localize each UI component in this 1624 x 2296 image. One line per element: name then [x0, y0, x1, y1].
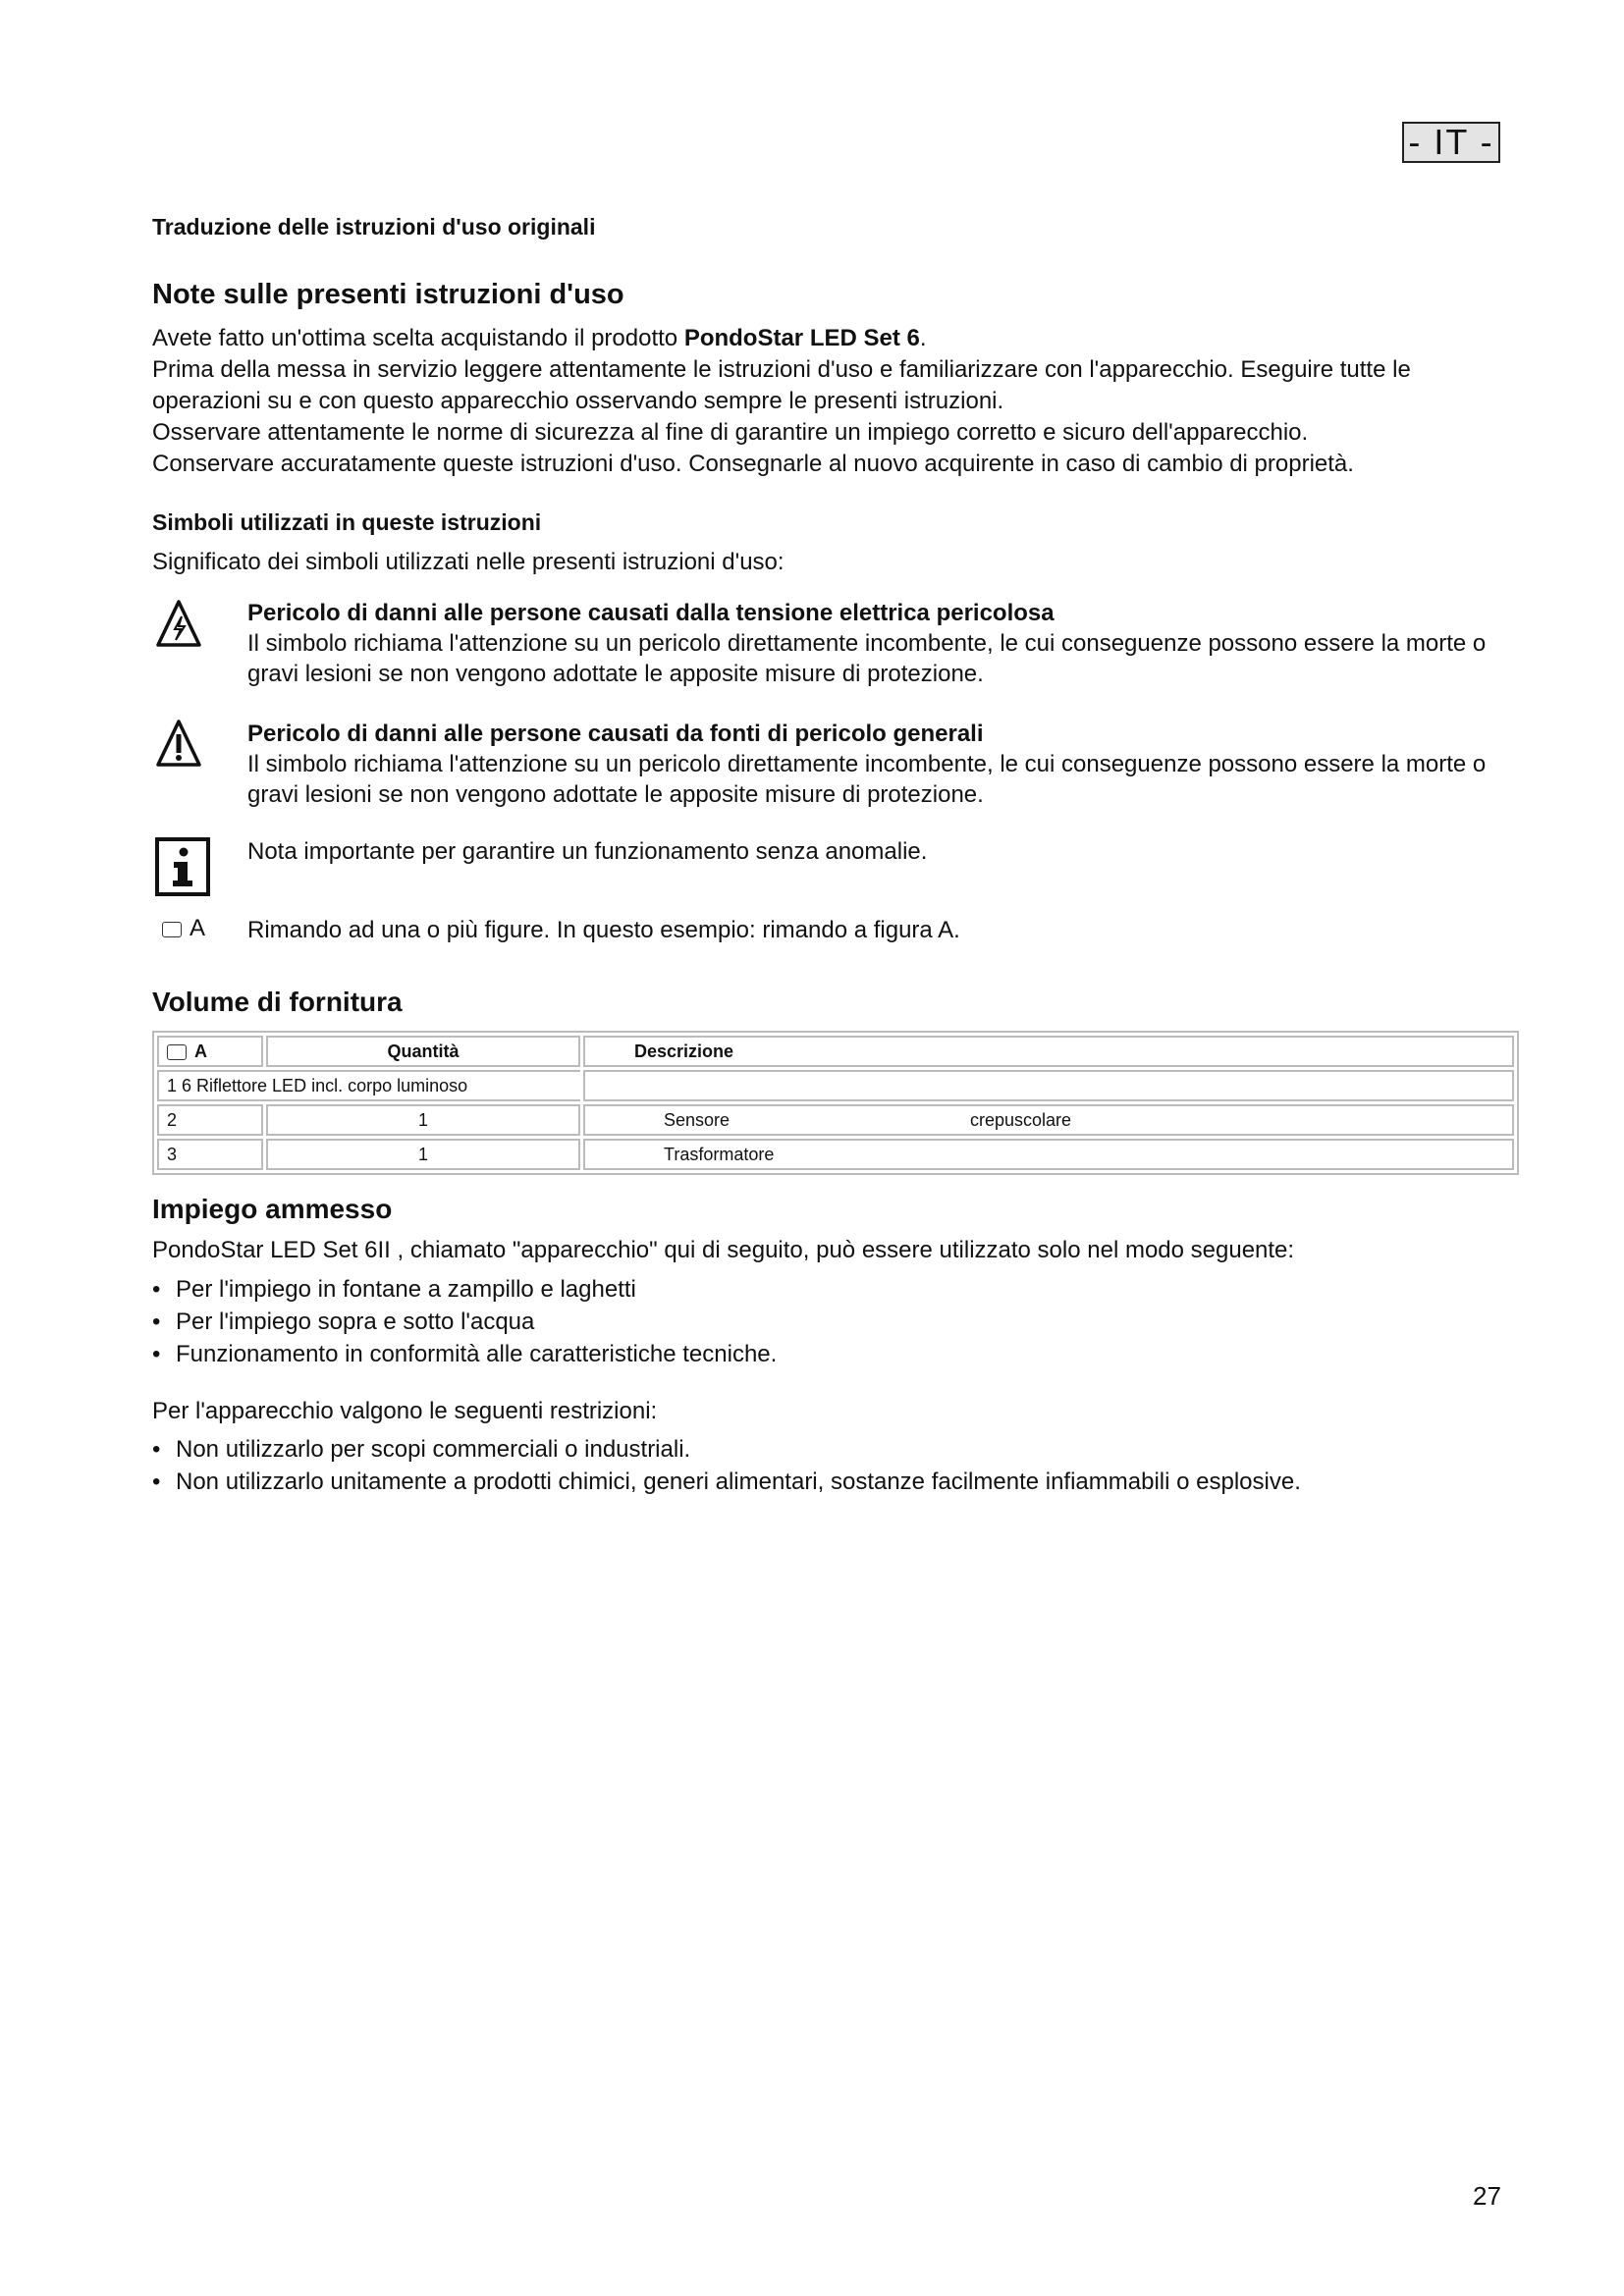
- use-list: [152, 1273, 777, 1370]
- list-item: • Funzionamento in conformità alle caratteristiche tecniche.: [152, 1338, 777, 1370]
- general-hazard-block: [247, 719, 1514, 810]
- cell-a: 2: [157, 1104, 263, 1136]
- page-number: 27: [1473, 2181, 1501, 2211]
- table-header-row: [157, 1036, 1514, 1067]
- cell-quantity: 1: [266, 1104, 580, 1136]
- notes-section: [152, 323, 1507, 480]
- use-intro: PondoStar LED Set 6II , chiamato "apparecchio" qui di seguito, può essere utilizzato solo nel modo seguente:: [152, 1237, 1295, 1263]
- notes-paragraph: Osservare attentamente le norme di sicurezza al fine di garantire un impiego corretto e sicuro dell'apparecchio.: [152, 419, 1309, 446]
- desc-extra: crepuscolare: [970, 1109, 1072, 1130]
- electric-hazard-text: Il simbolo richiama l'attenzione su un pericolo direttamente incombente, le cui conseguenze possono essere la morte o gravi lesioni se non vengono adottate le apposite misure di protezione.: [247, 630, 1487, 687]
- electric-hazard-block: [247, 598, 1514, 689]
- cell-quantity: 1: [266, 1139, 580, 1170]
- row1-empty-cell: [583, 1070, 1514, 1101]
- notes-heading: Note sulle presenti istruzioni d'uso: [152, 279, 624, 310]
- col-header-quantity: Quantità: [266, 1036, 580, 1067]
- product-name: PondoStar LED Set 6: [683, 325, 920, 351]
- info-text: Nota importante per garantire un funzionamento senza anomalie.: [247, 838, 928, 865]
- electric-hazard-title: Pericolo di danni alle persone causati dalla tensione elettrica pericolosa: [247, 600, 1055, 626]
- intro-prefix: Avete fatto un'ottima scelta acquistando il prodotto: [152, 325, 684, 351]
- list-item: • Per l'impiego in fontane a zampillo e laghetti: [152, 1273, 777, 1306]
- symbols-heading: Simboli utilizzati in queste istruzioni: [152, 509, 542, 535]
- document-subtitle: Traduzione delle istruzioni d'uso originali: [152, 214, 596, 240]
- list-item: • Non utilizzarlo per scopi commerciali o industriali.: [152, 1433, 1301, 1466]
- restrictions-intro: Per l'apparecchio valgono le seguenti restrizioni:: [152, 1398, 658, 1424]
- desc-main: Sensore: [664, 1109, 731, 1130]
- intro-suffix: .: [919, 325, 927, 351]
- table-row: [157, 1070, 1514, 1101]
- figure-reference-marker: [162, 915, 205, 942]
- notes-paragraph: Conservare accuratamente queste istruzioni d'uso. Consegnarle al nuovo acquirente in caso di cambio di proprietà.: [152, 451, 1354, 477]
- figure-icon: [162, 922, 182, 937]
- list-item: • Non utilizzarlo unitamente a prodotti chimici, generi alimentari, sostanze facilmente infiammabili o esplosive.: [152, 1466, 1301, 1498]
- general-hazard-text: Il simbolo richiama l'attenzione su un pericolo direttamente incombente, le cui conseguenze possono essere la morte o gravi lesioni se non vengono adottate le apposite misure di protezione.: [247, 751, 1487, 808]
- col-header-a: [157, 1036, 263, 1067]
- electric-hazard-icon: [155, 599, 202, 650]
- info-icon: [155, 837, 210, 896]
- general-hazard-title: Pericolo di danni alle persone causati da fonti di pericolo generali: [247, 721, 984, 747]
- supply-table: [152, 1031, 1519, 1175]
- table-row: [157, 1139, 1514, 1170]
- symbols-intro: Significato dei simboli utilizzati nelle presenti istruzioni d'uso:: [152, 549, 785, 575]
- list-item: • Per l'impiego sopra e sotto l'acqua: [152, 1306, 777, 1338]
- figure-label: A: [189, 915, 206, 941]
- language-badge: - IT -: [1402, 122, 1500, 163]
- row1-cell: 1 6 Riflettore LED incl. corpo luminoso: [157, 1070, 580, 1101]
- supply-heading: Volume di fornitura: [152, 987, 403, 1017]
- notes-intro: [152, 323, 1507, 354]
- warning-icon: [155, 719, 202, 770]
- cell-description: [583, 1139, 1514, 1170]
- cell-description: [583, 1104, 1514, 1136]
- table-row: [157, 1104, 1514, 1136]
- cell-a: 3: [157, 1139, 263, 1170]
- restrictions-list: [152, 1433, 1301, 1498]
- figure-reference-text: Rimando ad una o più figure. In questo esempio: rimando a figura A.: [247, 917, 960, 943]
- desc-main: Trasformatore: [664, 1144, 775, 1164]
- notes-paragraph: Prima della messa in servizio leggere attentamente le istruzioni d'uso e familiarizzare con l'apparecchio. Eseguire tutte le operazioni su e con questo apparecchio osservando sempre le presenti istruzioni.: [152, 356, 1411, 414]
- figure-icon: [167, 1044, 187, 1060]
- col-header-description: Descrizione: [583, 1036, 1514, 1067]
- use-heading: Impiego ammesso: [152, 1194, 393, 1224]
- header-a-label: A: [194, 1041, 207, 1061]
